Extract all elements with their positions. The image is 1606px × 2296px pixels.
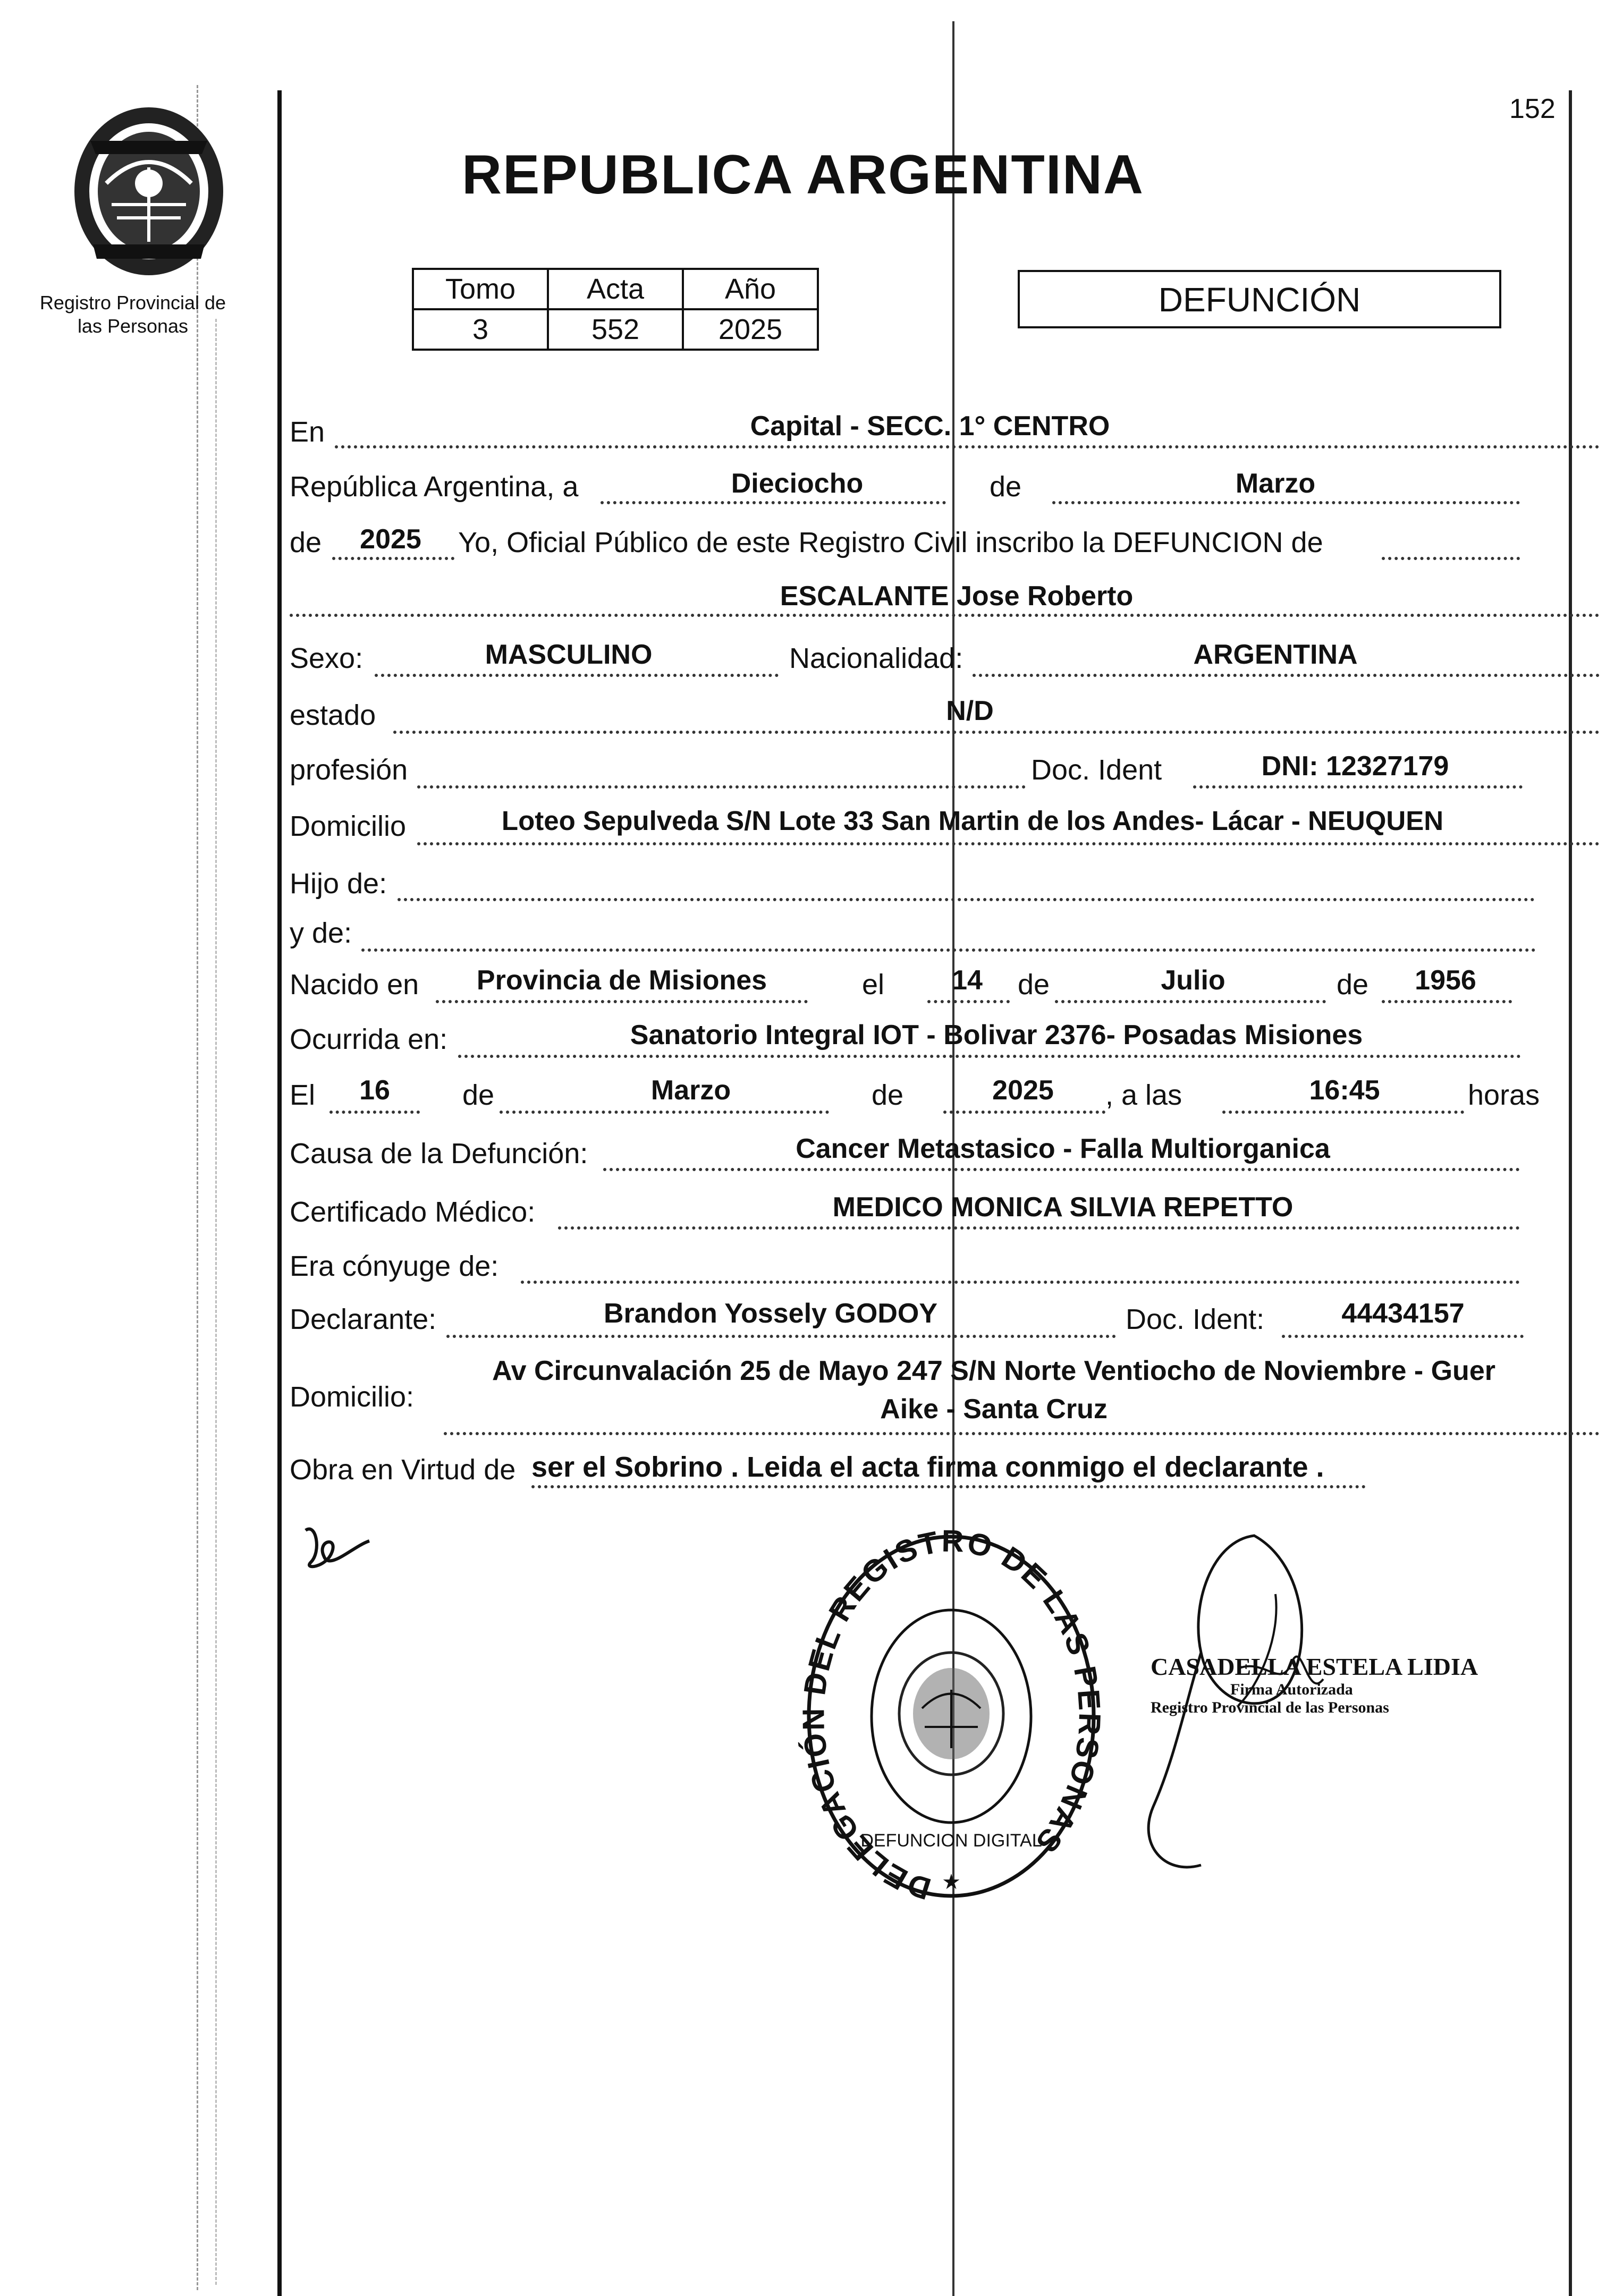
label-sexo: Sexo:	[290, 642, 364, 674]
label-de3: de	[1018, 969, 1050, 1001]
field-sexo: MASCULINO	[485, 639, 653, 670]
margin-dashed-line	[197, 85, 200, 2290]
svg-text:★: ★	[942, 1870, 961, 1894]
dotted-line	[1382, 1000, 1512, 1003]
field-nac-anio: 1956	[1415, 965, 1476, 996]
dotted-line	[436, 1000, 808, 1003]
field-declarante-domicilio-2: Aike - Santa Cruz	[880, 1394, 1108, 1425]
dotted-line	[1193, 785, 1523, 789]
label-obra: Obra en Virtud de	[290, 1454, 516, 1486]
label-profesion: profesión	[290, 754, 408, 786]
field-nacionalidad: ARGENTINA	[1193, 639, 1358, 670]
field-mes: Marzo	[1235, 468, 1316, 499]
dotted-line	[290, 614, 1600, 617]
label-declarante: Declarante:	[290, 1303, 437, 1335]
table-value-tomo: 3	[413, 309, 548, 350]
dotted-line	[500, 1111, 829, 1114]
signatory-office: Registro Provincial de las Personas	[1151, 1699, 1389, 1716]
label-nacido-en: Nacido en	[290, 969, 419, 1001]
label-de5: de	[462, 1079, 495, 1111]
field-dni: DNI: 12327179	[1261, 751, 1449, 782]
signatory-name: CASADELLA ESTELA LIDIA	[1151, 1653, 1478, 1680]
field-anio: 2025	[360, 524, 421, 555]
stamp-inner-text: DEFUNCION DIGITAL	[860, 1831, 1042, 1851]
dotted-line	[335, 445, 1600, 448]
dotted-line	[458, 1055, 1521, 1058]
label-y-de: y de:	[290, 917, 352, 949]
field-certificado: MEDICO MONICA SILVIA REPETTO	[832, 1192, 1294, 1223]
dotted-line	[1055, 1000, 1326, 1003]
field-nombre: ESCALANTE Jose Roberto	[780, 581, 1134, 612]
margin-dashed-line	[215, 319, 218, 2285]
dotted-line	[375, 674, 779, 677]
dotted-line	[1222, 1111, 1464, 1114]
field-causa: Cancer Metastasico - Falla Multiorganica	[796, 1133, 1330, 1164]
label-ocurrida-en: Ocurrida en:	[290, 1023, 448, 1055]
dotted-line	[332, 557, 454, 560]
dotted-line	[361, 948, 1536, 952]
dotted-line	[417, 785, 1026, 789]
initial-mark	[300, 1520, 375, 1578]
signatory-role: Firma Autorizada	[1230, 1681, 1353, 1698]
dotted-line	[393, 731, 1600, 734]
dotted-line	[329, 1111, 420, 1114]
label-certificado: Certificado Médico:	[290, 1196, 536, 1228]
registry-table	[412, 268, 819, 351]
label-republica: República Argentina, a	[290, 471, 579, 503]
label-hijo-de: Hijo de:	[290, 868, 387, 900]
label-nacionalidad: Nacionalidad:	[789, 642, 963, 674]
stamp-ring-text: DELEGACIÓN DEL REGISTRO DE LAS PERSONAS	[796, 1523, 1108, 1907]
label-conyuge: Era cónyuge de:	[290, 1250, 499, 1282]
field-declarante-doc: 44434157	[1341, 1298, 1465, 1329]
table-header-acta: Acta	[548, 269, 683, 309]
label-de4: de	[1337, 969, 1369, 1001]
label-a-las: , a las	[1105, 1079, 1182, 1111]
label-doc-ident: Doc. Ident	[1031, 754, 1162, 786]
field-declarante-domicilio-1: Av Circunvalación 25 de Mayo 247 S/N Norte Ventiocho de Noviembre - Guer	[492, 1355, 1495, 1386]
left-margin-rule	[277, 90, 282, 2296]
dotted-line	[973, 674, 1600, 677]
label-de: de	[990, 471, 1022, 503]
table-header-anio: Año	[683, 269, 818, 309]
dotted-line	[417, 842, 1600, 845]
dotted-line	[1052, 501, 1520, 504]
dotted-line	[601, 501, 946, 504]
dotted-line	[603, 1168, 1520, 1171]
label-domicilio-declarante: Domicilio:	[290, 1381, 415, 1413]
label-causa: Causa de la Defunción:	[290, 1138, 588, 1170]
field-def-mes: Marzo	[650, 1075, 731, 1106]
label-intro: Yo, Oficial Público de este Registro Civil inscribo la DEFUNCION de	[458, 527, 1323, 558]
field-ocurrida-en: Sanatorio Integral IOT - Bolivar 2376- Posadas Misiones	[630, 1020, 1363, 1050]
dotted-line	[446, 1335, 1116, 1338]
right-margin-rule	[1569, 90, 1572, 2296]
label-estado: estado	[290, 699, 376, 731]
dotted-line	[531, 1485, 1366, 1488]
dotted-line	[943, 1111, 1105, 1114]
dotted-line	[444, 1432, 1600, 1435]
dotted-line	[558, 1226, 1520, 1230]
page-number: 152	[1509, 94, 1556, 124]
field-nacido-en: Provincia de Misiones	[476, 965, 767, 996]
page-title: REPUBLICA ARGENTINA	[461, 144, 1145, 206]
record-type-box: DEFUNCIÓN	[1018, 270, 1501, 328]
dotted-line	[521, 1281, 1520, 1284]
label-de6: de	[872, 1079, 904, 1111]
field-declarante: Brandon Yossely GODOY	[603, 1298, 937, 1329]
field-domicilio: Loteo Sepulveda S/N Lote 33 San Martin de los Andes- Lácar - NEUQUEN	[501, 806, 1444, 836]
label-en: En	[290, 416, 325, 448]
field-dia-letras: Dieciocho	[731, 468, 864, 499]
field-lugar: Capital - SECC. 1° CENTRO	[750, 411, 1110, 442]
logo-caption: Registro Provincial de las Personas	[39, 292, 226, 337]
dotted-line	[1382, 557, 1520, 560]
label-domicilio: Domicilio	[290, 810, 407, 842]
label-horas: horas	[1468, 1079, 1540, 1111]
field-obra: ser el Sobrino . Leida el acta firma conmigo el declarante .	[531, 1451, 1324, 1483]
table-value-acta: 552	[548, 309, 683, 350]
field-nac-mes: Julio	[1161, 965, 1225, 996]
label-doc-ident-declarante: Doc. Ident:	[1126, 1303, 1265, 1335]
label-el-dia: El	[290, 1079, 316, 1111]
table-value-anio: 2025	[683, 309, 818, 350]
field-estado: N/D	[946, 696, 994, 726]
field-hora: 16:45	[1309, 1075, 1380, 1106]
field-def-dia: 16	[359, 1075, 390, 1106]
dotted-line	[398, 898, 1535, 901]
field-def-anio: 2025	[992, 1075, 1054, 1106]
label-de2: de	[290, 527, 322, 558]
label-el: el	[862, 969, 885, 1001]
field-nac-dia: 14	[952, 965, 983, 996]
signature-block	[1151, 1653, 1491, 1717]
dotted-line	[1282, 1335, 1524, 1338]
table-header-tomo: Tomo	[413, 269, 548, 309]
dotted-line	[927, 1000, 1010, 1003]
registry-stamp	[796, 1523, 1108, 1908]
